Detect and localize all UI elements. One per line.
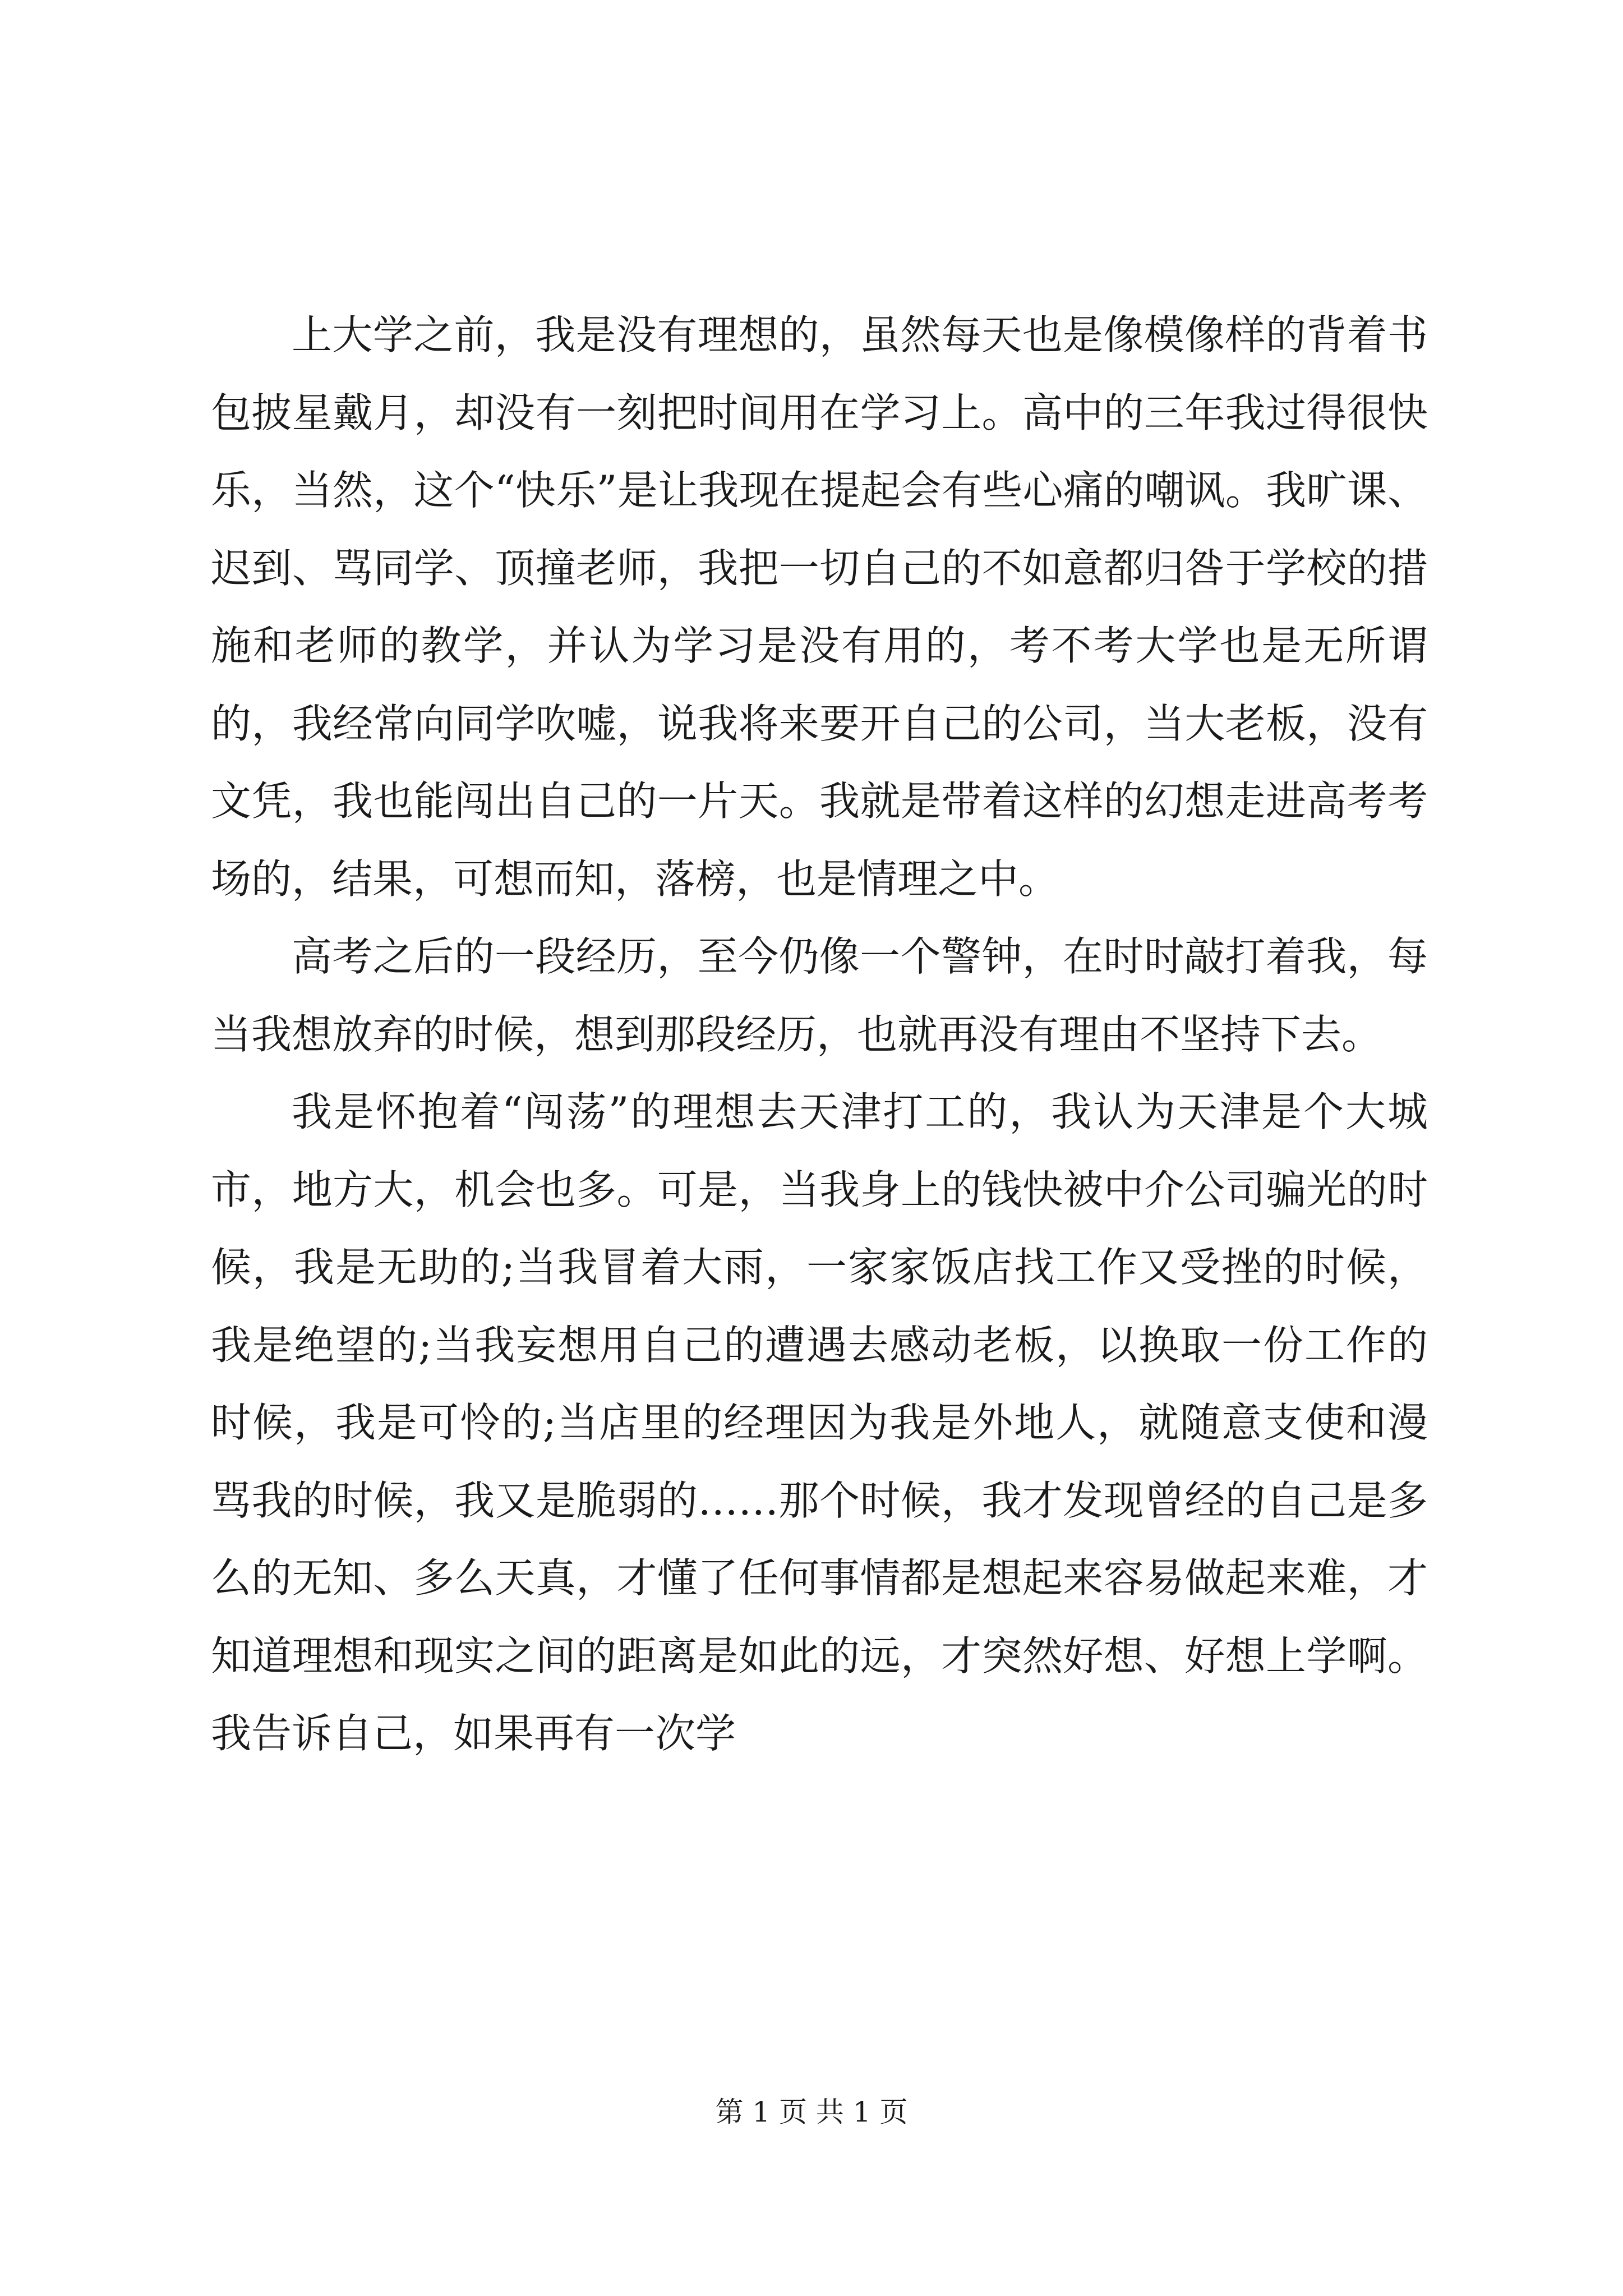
page-footer: 第 1 页 共 1 页: [715, 2096, 908, 2128]
paragraph-3: 我是怀抱着“闯荡”的理想去天津打工的，我认为天津是个大城市，地方大，机会也多。可是，当我身上的钱快被中介公司骗光的时候，我是无助的;当我冒着大雨，一家家饭店找工作又受挫的时候，我是绝望的;当我妄想用自己的遭遇去感动老板，以换取一份工作的时候，我是可怜的;当店里的经理因为我是外地人，就随意支使和漫骂我的时候，我又是脆弱的……那个时候，我才发现曾经的自己是多么的无知、多么天真，才懂了任何事情都是想起来容易做起来难，才知道理想和现实之间的距离是如此的远，才突然好想、好想上学啊。我告诉自己，如果再有一次学: [211, 1088, 1428, 1757]
paragraph-2: 高考之后的一段经历，至今仍像一个警钟，在时时敲打着我，每当我想放弃的时候，想到那段经历，也就再没有理由不坚持下去。: [211, 933, 1428, 1058]
document-body: [211, 296, 1428, 1773]
paragraph-1: 上大学之前，我是没有理想的，虽然每天也是像模像样的背着书包披星戴月，却没有一刻把时间用在学习上。高中的三年我过得很快乐，当然，这个“快乐”是让我现在提起会有些心痛的嘲讽。我旷课、迟到、骂同学、顶撞老师，我把一切自己的不如意都归咎于学校的措施和老师的教学，并认为学习是没有用的，考不考大学也是无所谓的，我经常向同学吹嘘，说我将来要开自己的公司，当大老板，没有文凭，我也能闯出自己的一片天。我就是带着这样的幻想走进高考考场的，结果，可想而知，落榜，也是情理之中。: [211, 311, 1428, 903]
